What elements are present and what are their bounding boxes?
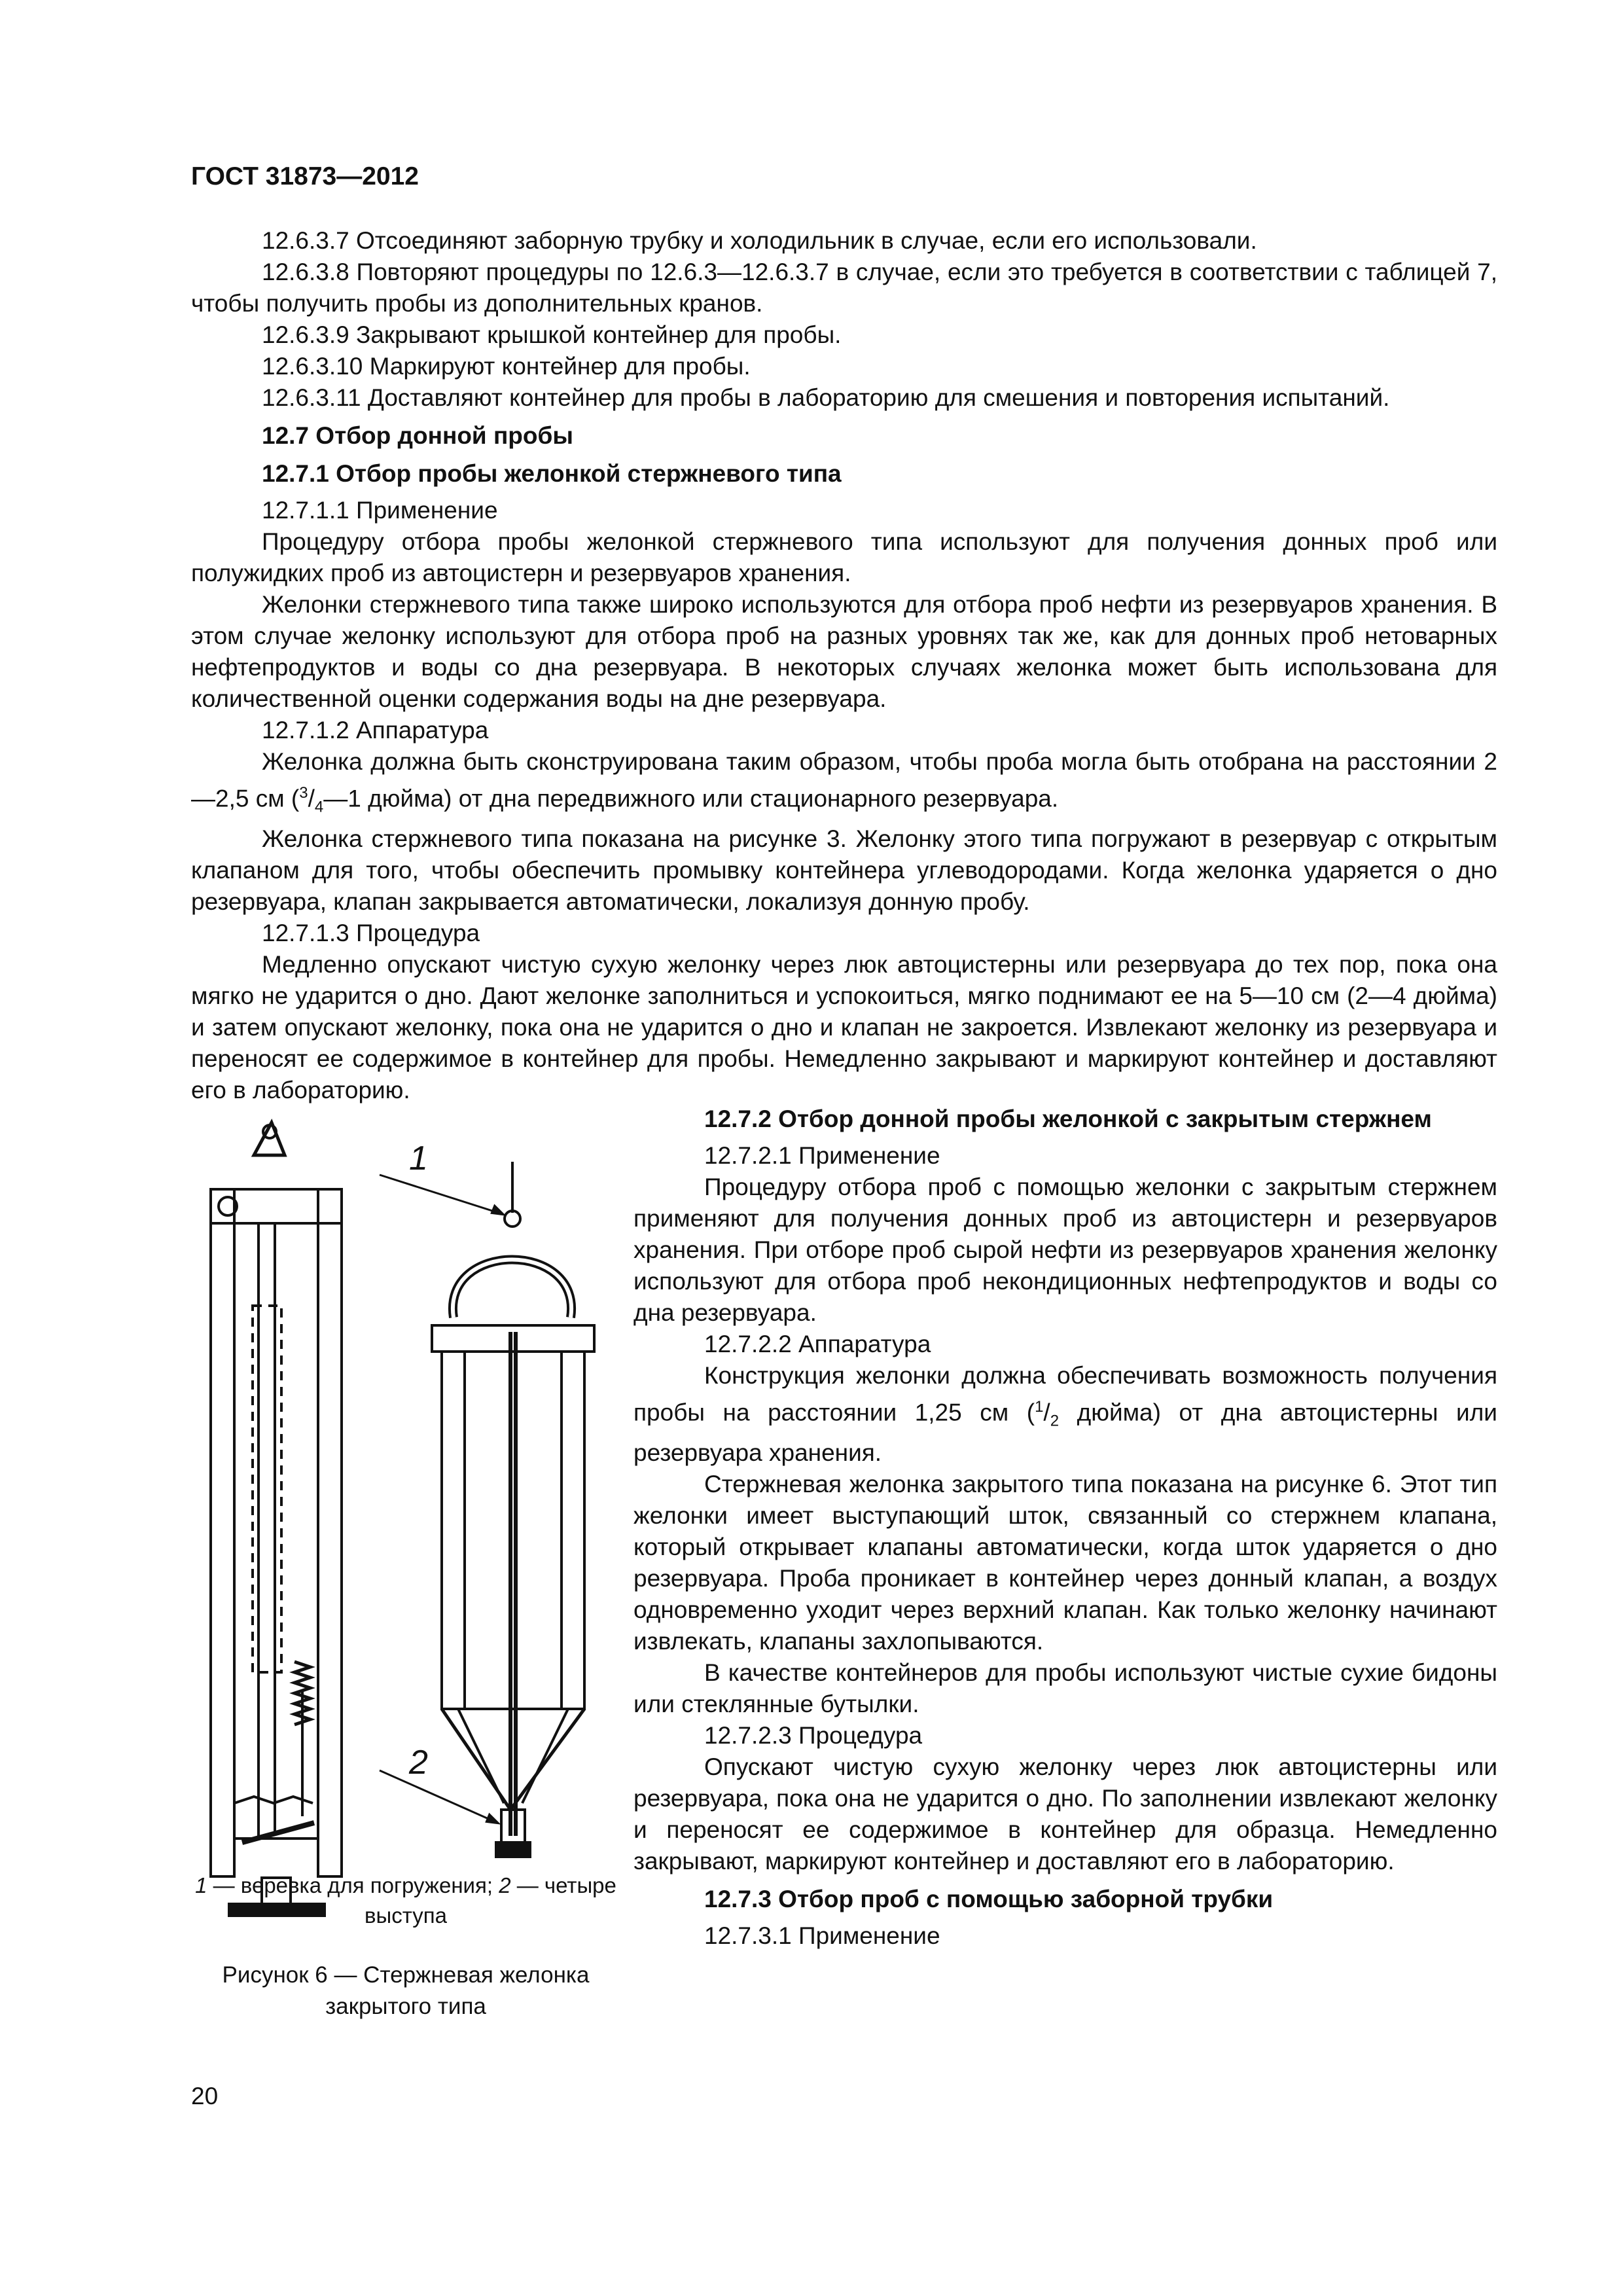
paragraph: Желонки стержневого типа также широко используются для отбора проб нефти из резервуаров хранения. В этом случае желонку используют для отбора проб на разных уровнях так же, как для донных проб нетоварных нефтепродуктов и воды со дна резервуара. В некоторых случаях желонка может быть использована для количественной оценки содержания воды на дне резервуара. xyxy=(191,591,1497,712)
figure-label-1: 1 xyxy=(409,1139,428,1177)
right-column-text xyxy=(633,1103,1497,1952)
paragraph: 12.7.1.1 Применение xyxy=(262,497,498,524)
superscript: 1 xyxy=(1035,1398,1044,1416)
figure-legend xyxy=(183,1871,628,1931)
paragraph: Опускают чистую сухую желонку через люк автоцистерны или резервуара, пока она не ударится о дно. По заполнении извлекают желонку и переносят ее содержимое в контейнер для образца. Немедленно закрывают, маркируют контейнер и доставляют его в лабораторию. xyxy=(633,1753,1497,1874)
paragraph: 12.6.3.10 Маркируют контейнер для пробы. xyxy=(262,353,751,380)
paragraph: Медленно опускают чистую сухую желонку через люк автоцистерны или резервуара до тех пор, пока она мягко не ударится о дно. Дают желонке заполниться и успокоиться, мягко поднимают ее на 5—10 см (2—4 дюйма) и затем опускают желонку, пока она не ударится о дно и клапан не закроется. Извлекают желонку из резервуара и переносят ее содержимое в контейнер для пробы. Немедленно закрывают и маркируют контейнер и доставляют его в лабораторию. xyxy=(191,950,1497,1103)
document-header: ГОСТ 31873—2012 xyxy=(191,162,419,190)
text-span: Конструкция желонки должна обеспечивать возможность получения пробы на расстоянии 1,25 см ( xyxy=(633,1362,1497,1426)
paragraph: 12.7.1.2 Аппаратура xyxy=(262,717,489,744)
paragraph: 12.7.2.2 Аппаратура xyxy=(704,1331,931,1357)
section-heading: 12.7.2 Отбор донной пробы желонкой с закрытым стержнем xyxy=(704,1105,1432,1132)
paragraph: Стержневая желонка закрытого типа показана на рисунке 6. Этот тип желонки имеет выступающий шток, связанный со стержнем клапана, который открывает клапаны автоматически, когда шток ударяется о дно резервуара. Проба проникает в контейнер через донный клапан, а воздух одновременно уходит через верхний клапан. Как только желонку начинают извлекать, клапаны захлопываются. xyxy=(633,1470,1497,1655)
paragraph: 12.6.3.11 Доставляют контейнер для пробы в лабораторию для смешения и повторения испытаний. xyxy=(262,384,1390,411)
paragraph: 12.7.2.1 Применение xyxy=(704,1142,940,1169)
paragraph: Желонка должна быть сконструирована таким образом, чтобы проба могла быть отобрана на расстоянии 2—2,5 см ($^3/_4—1$ дюйма) от дна передвижного или стационарного резервуара. xyxy=(191,748,1497,816)
paragraph: Конструкция желонки должна обеспечивать возможность получения пробы на расстоянии 1,25 см ($^1/_2$ дюйма) от дна автоцистерны или резервуара хранения. xyxy=(633,1362,1497,1466)
section-heading: 12.7.1 Отбор пробы желонкой стержневого типа xyxy=(262,460,842,487)
legend-text: — четыре выступа xyxy=(365,1873,616,1928)
paragraph: Процедуру отбора пробы желонкой стержневого типа используют для получения донных проб или полужидких проб из автоцистерн и резервуаров хранения. xyxy=(191,528,1497,586)
legend-number: 2 xyxy=(499,1873,511,1897)
paragraph: Желонка стержневого типа показана на рисунке 3. Желонку этого типа погружают в резервуар с открытым клапаном для того, чтобы обеспечить промывку контейнера углеводородами. Когда желонка ударяется о дно резервуара, клапан закрывается автоматически, локализуя донную пробу. xyxy=(191,825,1497,915)
paragraph: 12.7.3.1 Применение xyxy=(704,1922,940,1949)
subscript: 2 xyxy=(1050,1412,1060,1430)
page-number: 20 xyxy=(191,2083,219,2109)
text-span: Желонка должна быть сконструирована таким образом, чтобы проба могла быть отобрана на расстоянии 2—2,5 см ( xyxy=(191,748,1497,812)
paragraph: Процедуру отбора проб с помощью желонки с закрытым стержнем применяют для получения донных проб из автоцистерн и резервуаров хранения. При отборе проб сырой нефти из резервуаров хранения желонку используют для отбора проб некондиционных нефтепродуктов и воды со дна резервуара. xyxy=(633,1174,1497,1326)
legend-number: 1 xyxy=(195,1873,207,1897)
superscript: 3 xyxy=(299,784,308,802)
text-span: дюйма) от дна автоцистерны или резервуара хранения. xyxy=(633,1399,1497,1466)
figure-label-2: 2 xyxy=(409,1744,428,1782)
bailer-section-view xyxy=(211,1122,342,1916)
paragraph: 12.7.1.3 Процедура xyxy=(262,919,480,946)
paragraph: В качестве контейнеров для пробы используют чистые сухие бидоны или стеклянные бутылки. xyxy=(633,1659,1497,1717)
paragraph: 12.6.3.8 Повторяют процедуры по 12.6.3—12.6.3.7 в случае, если это требуется в соответствии с таблицей 7, чтобы получить пробы из дополнительных кранов. xyxy=(191,259,1497,317)
main-text xyxy=(191,225,1497,1106)
paragraph: 12.6.3.7 Отсоединяют заборную трубку и холодильник в случае, если его использовали. xyxy=(262,227,1257,254)
section-heading: 12.7 Отбор донной пробы xyxy=(262,422,573,449)
bailer-figure xyxy=(183,1116,628,1928)
paragraph: 12.6.3.9 Закрывают крышкой контейнер для пробы. xyxy=(262,321,842,348)
paragraph: 12.7.2.3 Процедура xyxy=(704,1721,923,1749)
legend-text: — веревка для погружения; xyxy=(207,1873,499,1897)
subscript: 4 xyxy=(314,798,324,816)
section-heading: 12.7.3 Отбор проб с помощью заборной трубки xyxy=(704,1885,1274,1912)
figure-caption: Рисунок 6 — Стержневая желонка закрытого типа xyxy=(222,1962,590,2019)
text-span: —1 дюйма) от дна передвижного или стационарного резервуара. xyxy=(323,785,1059,812)
